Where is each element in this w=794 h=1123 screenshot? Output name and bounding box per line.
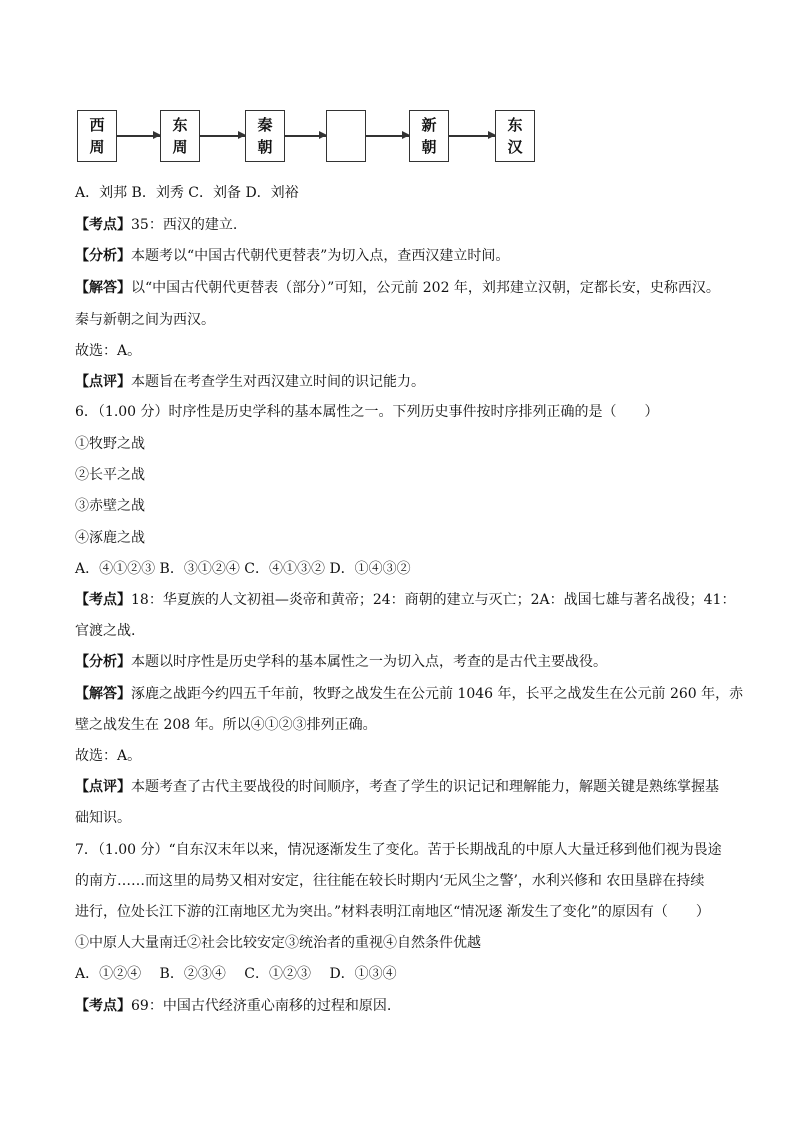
text-line xyxy=(75,808,131,828)
line-tag: 【点评】 xyxy=(75,374,131,390)
line-text: 本题旨在考查学生对西汉建立时间的识记能力。 xyxy=(131,374,425,390)
line-text: A．④①②③ B．③①②④ C．④①③② D．①④③② xyxy=(75,561,411,577)
line-text: 故选：A。 xyxy=(75,748,142,764)
flow-arrow xyxy=(200,135,245,137)
line-tag: 【解答】 xyxy=(75,686,131,702)
text-line xyxy=(75,902,710,922)
text-line xyxy=(75,933,481,953)
text-line xyxy=(75,310,215,330)
flow-arrow xyxy=(117,135,160,137)
line-text: 础知识。 xyxy=(75,810,131,826)
flow-box-text: 东 xyxy=(172,116,188,134)
text-line xyxy=(75,964,397,984)
line-tag: 【分析】 xyxy=(75,248,131,264)
text-line xyxy=(75,496,145,516)
flow-box-text: 朝 xyxy=(421,138,437,156)
line-text: 官渡之战. xyxy=(75,623,136,639)
line-text: A．刘邦 B．刘秀 C．刘备 D．刘裕 xyxy=(75,185,299,201)
text-line xyxy=(75,528,145,548)
line-text: 35：西汉的建立. xyxy=(131,217,238,233)
flow-box-western-zhou xyxy=(77,110,117,162)
line-text: 7．（1.00 分）“自东汉末年以来，情况逐渐发生了变化。苦于长期战乱的中原人大量迁移到他们视为畏途 xyxy=(75,842,722,858)
flow-box-text: 周 xyxy=(172,138,188,156)
line-text: ④涿鹿之战 xyxy=(75,530,145,546)
line-text: 本题以时序性是历史学科的基本属性之一为切入点，考查的是古代主要战役。 xyxy=(131,654,607,670)
flow-arrow xyxy=(366,135,409,137)
line-tag: 【考点】 xyxy=(75,998,131,1014)
text-line xyxy=(75,183,299,203)
line-text: ②长平之战 xyxy=(75,467,145,483)
text-line xyxy=(75,402,659,422)
line-text: 以“中国古代朝代更替表（部分）”可知，公元前 202 年，刘邦建立汉朝，定都长安，史称西汉。 xyxy=(131,280,720,296)
text-line xyxy=(75,372,425,392)
text-line xyxy=(75,746,141,766)
text-line xyxy=(75,621,135,641)
line-tag: 【分析】 xyxy=(75,654,131,670)
line-text: ①中原人大量南迁②社会比较安定③统治者的重视④自然条件优越 xyxy=(75,935,481,951)
line-text: 进行，位处长江下游的江南地区尤为突出。”材料表明江南地区“情况逐 渐发生了变化”的原因有（ ） xyxy=(75,904,710,920)
text-line xyxy=(75,246,509,266)
flow-box-xin xyxy=(409,110,449,162)
flow-arrow xyxy=(449,135,495,137)
flow-box-eastern-zhou xyxy=(160,110,200,162)
line-text: ①牧野之战 xyxy=(75,436,145,452)
text-line xyxy=(75,590,735,610)
line-text: 秦与新朝之间为西汉。 xyxy=(75,312,215,328)
text-line xyxy=(75,715,377,735)
line-text: 69：中国古代经济重心南移的过程和原因. xyxy=(131,998,392,1014)
flow-box-text: 西 xyxy=(89,116,105,134)
text-line xyxy=(75,278,720,298)
line-text: 故选：A。 xyxy=(75,343,142,359)
flow-box-text: 东 xyxy=(507,116,523,134)
dynasty-flowchart xyxy=(0,0,794,170)
line-text: 的南方……而这里的局势又相对安定，往往能在较长时期内‘无风尘之警’，水利兴修和 农田垦辟在持续 xyxy=(75,873,705,889)
line-text: ③赤壁之战 xyxy=(75,498,145,514)
line-text: 本题考以“中国古代朝代更替表”为切入点，查西汉建立时间。 xyxy=(131,248,510,264)
text-line xyxy=(75,777,719,797)
text-line xyxy=(75,840,722,860)
line-tag: 【考点】 xyxy=(75,592,131,608)
line-text: A．①②④ B．②③④ C．①②③ D．①③④ xyxy=(75,966,397,982)
text-line xyxy=(75,434,145,454)
text-line xyxy=(75,871,704,891)
flow-box-text: 周 xyxy=(89,138,105,156)
flow-box-text: 朝 xyxy=(257,138,273,156)
text-line xyxy=(75,996,391,1016)
flow-box-qin xyxy=(245,110,285,162)
line-tag: 【解答】 xyxy=(75,280,131,296)
line-tag: 【点评】 xyxy=(75,779,131,795)
text-line xyxy=(75,684,743,704)
line-tag: 【考点】 xyxy=(75,217,131,233)
line-text: 本题考查了古代主要战役的时间顺序，考查了学生的识记记和理解能力，解题关键是熟练掌握基 xyxy=(131,779,719,795)
text-line xyxy=(75,652,607,672)
flow-box-text: 新 xyxy=(421,116,437,134)
line-text: 壁之战发生在 208 年。所以④①②③排列正确。 xyxy=(75,717,377,733)
line-text: 18：华夏族的人文初祖—炎帝和黄帝；24：商朝的建立与灭亡；2A：战国七雄与著名战役；41： xyxy=(131,592,736,608)
line-text: 涿鹿之战距今约四五千年前，牧野之战发生在公元前 1046 年，长平之战发生在公元前 260 年，赤 xyxy=(131,686,744,702)
flow-arrow xyxy=(285,135,326,137)
text-line xyxy=(75,559,411,579)
text-line xyxy=(75,215,237,235)
flow-box-text: 秦 xyxy=(257,116,273,134)
text-line xyxy=(75,465,145,485)
flow-box-blank xyxy=(326,110,366,162)
flow-box-eastern-han xyxy=(495,110,535,162)
text-line xyxy=(75,341,141,361)
line-text: 6．（1.00 分）时序性是历史学科的基本属性之一。下列历史事件按时序排列正确的是（ ） xyxy=(75,404,659,420)
flow-box-text: 汉 xyxy=(507,138,523,156)
